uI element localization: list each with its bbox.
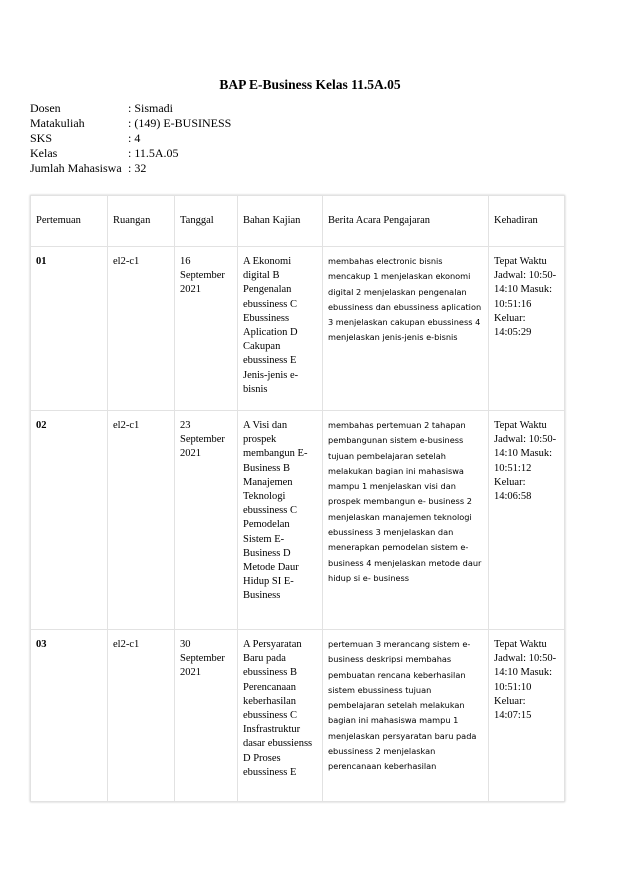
bap-table (30, 195, 565, 802)
cell-pertemuan: 03 (31, 630, 108, 802)
matakuliah-value: : (149) E-BUSINESS (128, 116, 232, 130)
cell-tanggal: 30 September 2021 (175, 630, 238, 802)
kelas-label: Kelas (30, 146, 58, 160)
info-row-dosen (30, 101, 231, 116)
page-title: BAP E-Business Kelas 11.5A.05 (219, 77, 401, 92)
cell-berita-acara: membahas pertemuan 2 tahapan pembangunan sistem e-business tujuan pembelajaran setelah melakukan bagian ini mahasiswa mampu 1 menjelaskan visi dan prospek membangun e- business 2 menjelaskan manajemen teknologi ebussiness 3 menjelaskan dan menerapkan pemodelan sistem e- business 4 menjelaskan metode daur hidup si e- business (323, 411, 489, 630)
info-row-matakuliah (30, 116, 231, 131)
col-header-tanggal: Tanggal (175, 196, 238, 247)
table-header-row (31, 196, 565, 247)
sks-value: : 4 (128, 131, 141, 145)
table-row (31, 247, 565, 411)
col-header-berita-acara: Berita Acara Pengajaran (323, 196, 489, 247)
col-header-ruangan: Ruangan (108, 196, 175, 247)
cell-kehadiran: Tepat Waktu Jadwal: 10:50-14:10 Masuk: 10:51:16 Keluar: 14:05:29 (489, 247, 565, 411)
cell-berita-acara: pertemuan 3 merancang sistem e-business deskripsi membahas pembuatan rencana keberhasilan sistem ebussiness tujuan pembelajaran setelah melakukan bagian ini mahasiswa mampu 1 menjelaskan persyaratan baru pada ebussiness 2 menjelaskan perencanaan keberhasilan (323, 630, 489, 802)
col-header-pertemuan: Pertemuan (31, 196, 108, 247)
cell-bahan-kajian: A Persyaratan Baru pada ebussiness B Perencanaan keberhasilan ebussiness C Insfrastruktur dasar ebussienss D Proses ebussiness E (238, 630, 323, 802)
course-info (30, 101, 231, 176)
cell-pertemuan: 02 (31, 411, 108, 630)
cell-pertemuan: 01 (31, 247, 108, 411)
kelas-value: : 11.5A.05 (128, 146, 179, 160)
col-header-kehadiran: Kehadiran (489, 196, 565, 247)
dosen-label: Dosen (30, 101, 61, 115)
dosen-value: : Sismadi (128, 101, 174, 115)
cell-kehadiran: Tepat Waktu Jadwal: 10:50-14:10 Masuk: 10:51:10 Keluar: 14:07:15 (489, 630, 565, 802)
info-row-kelas (30, 146, 231, 161)
info-row-jumlah-mahasiswa (30, 161, 231, 176)
cell-tanggal: 23 September 2021 (175, 411, 238, 630)
info-row-sks (30, 131, 231, 146)
table-row (31, 630, 565, 802)
matakuliah-label: Matakuliah (30, 116, 85, 130)
cell-berita-acara: membahas electronic bisnis mencakup 1 menjelaskan ekonomi digital 2 menjelaskan pengenalan ebussiness dan ebussiness aplication 3 menjelaskan cakupan ebussiness 4 menjelaskan jenis-jenis e-bisnis (323, 247, 489, 411)
cell-kehadiran: Tepat Waktu Jadwal: 10:50-14:10 Masuk: 10:51:12 Keluar: 14:06:58 (489, 411, 565, 630)
col-header-bahan-kajian: Bahan Kajian (238, 196, 323, 247)
cell-bahan-kajian: A Visi dan prospek membangun E-Business B Manajemen Teknologi ebussiness C Pemodelan Sistem E-Business D Metode Daur Hidup SI E-Business (238, 411, 323, 630)
cell-ruangan: el2-c1 (108, 411, 175, 630)
sks-label: SKS (30, 131, 53, 145)
cell-ruangan: el2-c1 (108, 247, 175, 411)
cell-ruangan: el2-c1 (108, 630, 175, 802)
jumlah-mahasiswa-label: Jumlah Mahasiswa (30, 161, 122, 175)
table-row (31, 411, 565, 630)
cell-bahan-kajian: A Ekonomi digital B Pengenalan ebussiness C Ebussiness Aplication D Cakupan ebussiness E Jenis-jenis e-bisnis (238, 247, 323, 411)
cell-tanggal: 16 September 2021 (175, 247, 238, 411)
jumlah-mahasiswa-value: : 32 (128, 161, 147, 175)
